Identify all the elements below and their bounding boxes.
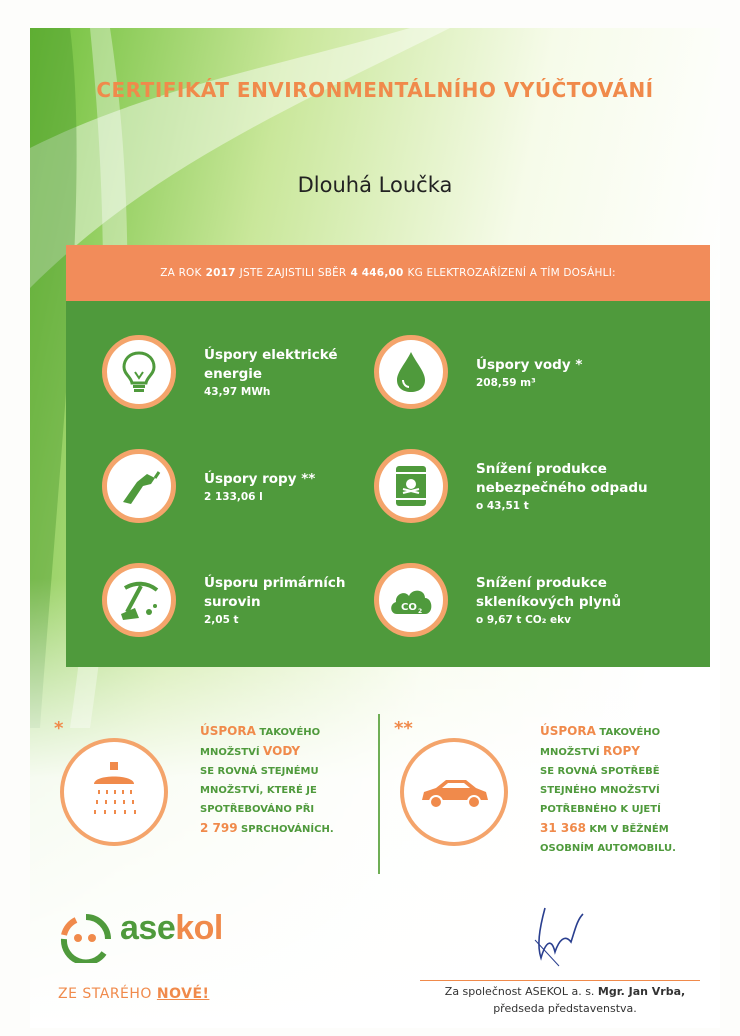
note-line: SPOTŘEBOVÁNO PŘI [200,804,315,815]
water-note-star: * [54,718,64,739]
municipality-name: Dlouhá Loučka [297,173,453,197]
signature-caption [420,983,710,1017]
svg-text:CO: CO [401,602,417,613]
note-highlight: ÚSPORA [200,724,256,738]
item-title: Úspory ropy ** [204,470,316,487]
hazard-barrel-icon [374,449,448,523]
certificate-page [30,28,720,1028]
asekol-logo [58,909,223,967]
item-value: o 43,51 t [476,500,529,512]
co2-cloud-icon [374,563,448,637]
note-line: SPRCHOVÁNÍCH. [237,824,334,835]
note-highlight: 31 368 [540,821,586,835]
note-highlight: ROPY [603,744,640,758]
banner-suffix: KG ELEKTROZAŘÍZENÍ A TÍM DOSÁHLI: [407,267,616,279]
savings-item-water [374,335,582,409]
svg-text:2: 2 [418,608,423,615]
note-line: TAKOVÉHO [595,727,661,738]
item-title: Úspory vody * [476,356,583,373]
item-value: 2,05 t [204,614,239,626]
slogan-highlight: NOVÉ! [156,986,210,1002]
item-value: 2 133,06 l [204,490,263,503]
banner-amount: 4 446,00 [350,267,404,279]
item-value: 208,59 m³ [476,376,536,389]
oil-note-star: ** [394,718,413,739]
note-highlight: VODY [263,744,301,758]
water-drop-icon [374,335,448,409]
savings-item-hazardous-waste [374,449,648,523]
slogan-part: ZE STARÉHO [58,986,157,1002]
certificate-title: CERTIFIKÁT ENVIRONMENTÁLNÍHO VYÚČTOVÁNÍ [96,78,654,102]
item-title-2: energie [204,366,263,382]
savings-item-raw-materials [102,563,346,637]
signature-company: Za společnost ASEKOL a. s. [444,985,598,998]
item-value: 43,97 MWh [204,386,271,398]
slogan [58,986,209,1002]
banner-middle: JSTE ZAJISTILI SBĚR [239,267,347,279]
savings-item-greenhouse [374,563,621,637]
asekol-logo-symbol [58,913,114,963]
handwritten-signature [525,900,595,970]
item-title: Snížení produkce [476,461,607,477]
note-line: MNOŽSTVÍ [200,747,264,758]
banner-prefix: ZA ROK [160,267,202,279]
item-title: Snížení produkce [476,575,607,591]
savings-item-oil [102,449,315,523]
note-line: STEJNÉHO MNOŽSTVÍ [540,785,660,796]
item-title-2: nebezpečného odpadu [476,480,648,496]
signature-line [420,980,700,981]
fuel-nozzle-icon [102,449,176,523]
car-icon [400,738,508,846]
item-title-2: skleníkových plynů [476,594,622,610]
item-title: Úspory elektrické [204,347,338,363]
notes-divider [378,714,380,874]
logo-part: ase [120,909,176,947]
note-line: SE ROVNÁ SPOTŘEBĚ [540,766,660,777]
water-note-text [200,722,334,839]
savings-item-electricity [102,335,338,409]
savings-grid [66,301,710,667]
shower-icon [60,738,168,846]
note-line: MNOŽSTVÍ [540,747,604,758]
note-line: MNOŽSTVÍ, KTERÉ JE [200,785,317,796]
note-line: POTŘEBNÉHO K UJETÍ [540,804,661,815]
asekol-wordmark [120,909,223,948]
logo-part: kol [175,909,223,947]
signature-person: Mgr. Jan Vrba, [597,985,686,998]
note-line: TAKOVÉHO [255,727,321,738]
note-line: OSOBNÍM AUTOMOBILU. [540,843,676,854]
item-title: Úsporu primárních [204,575,346,591]
banner-year: 2017 [205,267,236,279]
note-line: SE ROVNÁ STEJNÉMU [200,766,319,777]
note-highlight: ÚSPORA [540,724,596,738]
note-highlight: 2 799 [200,821,238,835]
item-value: o 9,67 t CO₂ ekv [476,614,571,626]
summary-banner [66,245,710,301]
lightbulb-icon [102,335,176,409]
item-title-2: surovin [204,594,261,610]
pickaxe-icon [102,563,176,637]
signature-role: předseda představenstva. [493,1002,637,1015]
oil-note-text [540,722,676,858]
note-line: KM V BĚŽNÉM [585,824,669,835]
